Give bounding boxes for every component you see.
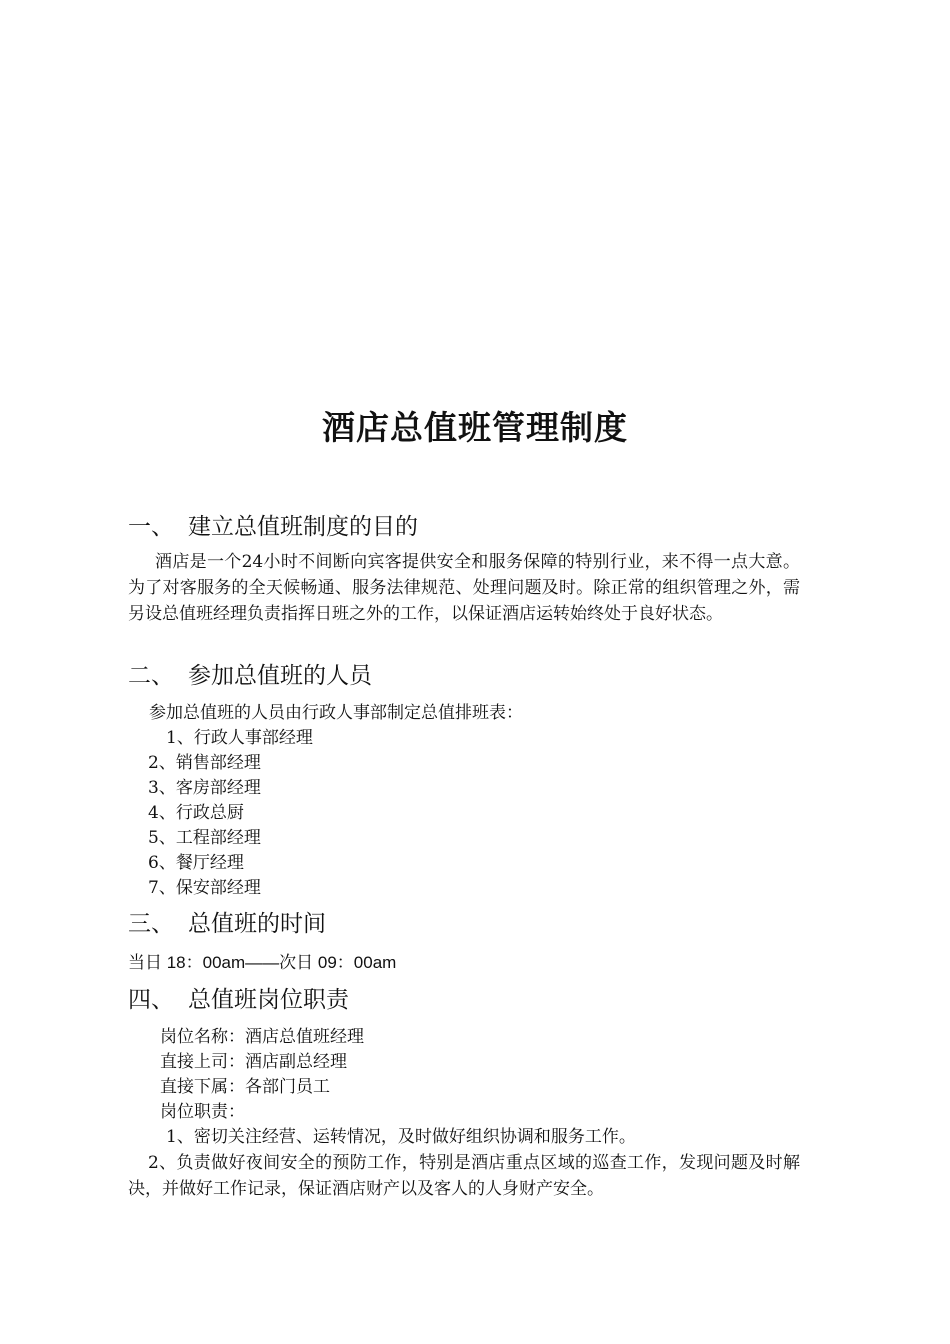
section-4-heading	[128, 985, 349, 1015]
direct-superior: 直接上司：酒店副总经理	[160, 1052, 347, 1072]
section-2-intro: 参加总值班的人员由行政人事部制定总值排班表：	[149, 703, 523, 723]
staff-list-item: 7、保安部经理	[148, 878, 261, 898]
section-3-number: 三、	[128, 911, 174, 937]
document-title: 酒店总值班管理制度	[322, 408, 628, 447]
staff-list-item: 4、行政总厨	[148, 803, 244, 823]
direct-subordinates: 直接下属：各部门员工	[160, 1077, 330, 1097]
section-2-heading	[128, 661, 372, 691]
section-1-number: 一、	[128, 514, 174, 540]
section-4-title: 总值班岗位职责	[188, 987, 349, 1013]
section-3-heading	[128, 909, 326, 939]
section-1-paragraph: 酒店是一个24小时不间断向宾客提供安全和服务保障的特别行业，来不得一点大意。为了对客服务的全天候畅通、服务法律规范、处理问题及时。除正常的组织管理之外，需另设总值班经理负责指挥日班之外的工作，以保证酒店运转始终处于良好状态。	[128, 552, 800, 624]
duty-item-1: 1、密切关注经营、运转情况，及时做好组织协调和服务工作。	[166, 1127, 636, 1147]
section-4-number: 四、	[128, 987, 174, 1013]
staff-list-item: 3、客房部经理	[148, 778, 261, 798]
section-2-number: 二、	[128, 663, 174, 689]
staff-list-item: 5、工程部经理	[148, 828, 261, 848]
duties-label: 岗位职责：	[160, 1102, 245, 1122]
duty-time: 当日 18：00am——次日 09：00am	[128, 953, 397, 972]
section-1-title: 建立总值班制度的目的	[188, 514, 418, 540]
section-2-title: 参加总值班的人员	[188, 663, 372, 689]
staff-list-item: 2、销售部经理	[148, 753, 261, 773]
position-name: 岗位名称：酒店总值班经理	[160, 1027, 364, 1047]
staff-list-item: 1、行政人事部经理	[166, 728, 313, 748]
section-1-heading	[128, 512, 418, 542]
staff-list-item: 6、餐厅经理	[148, 853, 244, 873]
duty-item-2: 2、负责做好夜间安全的预防工作，特别是酒店重点区域的巡查工作，发现问题及时解决，并做好工作记录，保证酒店财产以及客人的人身财产安全。	[128, 1153, 800, 1199]
section-3-title: 总值班的时间	[188, 911, 326, 937]
